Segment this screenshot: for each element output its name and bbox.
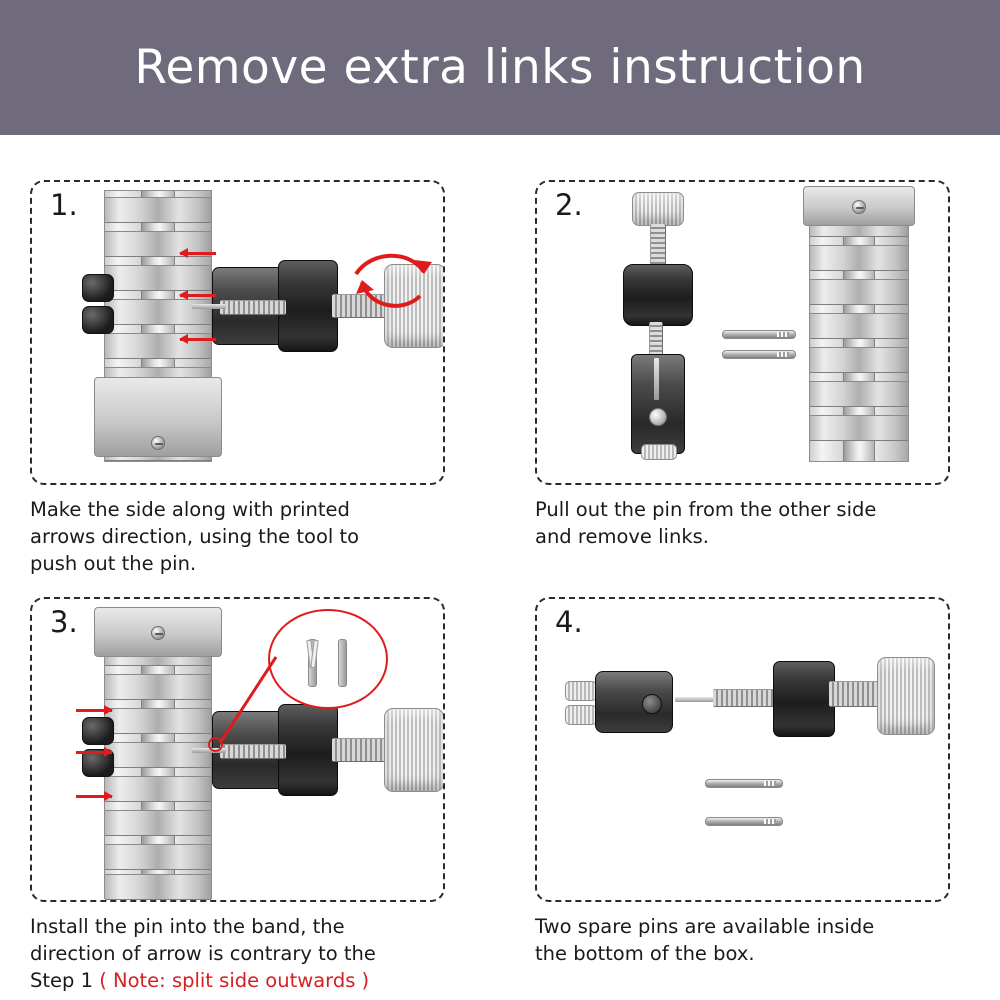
step-2-illustration-panel [535,180,950,485]
illustration-tool-and-spare-pins [537,599,948,900]
watch-band [809,200,909,462]
step-2 [535,180,985,551]
band-link [810,313,908,339]
removed-pin [722,350,796,359]
step-1-number: 1. [50,188,78,222]
caption-line: Pull out the pin from the other side [535,498,877,521]
illustration-band-tool-and-magnifier [32,599,443,900]
tool-side-knob [82,306,114,334]
direction-arrow-icon [76,751,112,754]
direction-arrow-icon [180,252,216,255]
tool-body [773,661,835,737]
step-1-caption [30,497,430,578]
caption-line: direction of arrow is contrary to the [30,941,376,965]
step-3-caption [30,914,430,995]
direction-arrow-icon [76,709,112,712]
step-4 [535,597,985,968]
caption-line: the bottom of the box. [535,941,755,965]
clasp-screw-icon [852,200,866,214]
illustration-tool-vertical-and-band [537,182,948,483]
tool-thumb-knob [384,708,444,792]
band-link [105,776,211,802]
tool-thumb-knob [877,657,935,735]
illustration-band-and-tool [32,182,443,483]
rotate-arrow-icon [344,244,434,334]
tool-screw-head-icon [649,408,667,426]
band-clasp-plate [94,377,222,457]
tool-side-knob [82,717,114,745]
direction-arrow-icon [76,795,112,798]
step-2-caption [535,497,935,551]
band-link [105,810,211,836]
pusher-pin-icon [654,358,659,400]
band-link [105,674,211,700]
step-3-illustration-panel [30,597,445,902]
tool-body [623,264,693,326]
split-pin-detail [308,639,317,687]
band-link [105,708,211,734]
tool-frame [595,671,673,733]
direction-arrow-icon [180,294,216,297]
caption-line: arrows direction, using the tool to [30,524,360,548]
tool-side-knob [565,681,597,701]
tool-base-knob [641,444,677,460]
tool-pin-screw [220,300,286,315]
direction-arrow-icon [180,338,216,341]
watch-band [104,629,212,899]
band-link [105,333,211,359]
step-3-number: 3. [50,605,78,639]
magnifier-leader-line [214,647,294,747]
band-clasp-plate [803,186,915,226]
step-1-illustration-panel [30,180,445,485]
caption-line: Two spare pins are available inside [535,915,875,938]
caption-line: and remove links. [535,524,709,548]
spare-pin [705,779,783,788]
spare-pin [705,817,783,826]
band-link [105,874,211,900]
tool-thumb-knob [632,192,684,226]
step-3 [30,597,480,995]
caption-line-with-note [30,968,430,995]
band-clasp-plate [94,607,222,657]
tool-side-knob [82,274,114,302]
tool-threaded-rod [650,224,666,266]
clasp-screw-icon [151,626,165,640]
band-link [105,299,211,325]
pusher-pin-icon [192,304,226,309]
header-banner [0,0,1000,135]
tool-screw-head-icon [642,694,662,714]
band-link [105,844,211,870]
band-link [810,415,908,441]
band-link [810,381,908,407]
tool-body [278,260,338,352]
caption-line: Step 1 [30,968,100,992]
band-link [105,265,211,291]
band-link [810,245,908,271]
step-2-number: 2. [555,188,583,222]
band-link [810,279,908,305]
clasp-screw-icon [151,436,165,450]
steps-grid [0,135,1000,1000]
tool-pin-screw [713,689,777,707]
pin-detail [338,639,347,687]
step-4-caption [535,914,935,968]
caption-line: Make the side along with printed [30,498,350,521]
band-link [810,347,908,373]
caption-line: push out the pin. [30,551,197,575]
band-link [105,197,211,223]
step-4-number: 4. [555,605,583,639]
caption-note: ( Note: split side outwards ) [99,968,370,992]
tool-side-knob [565,705,597,725]
pusher-pin-icon [675,697,717,702]
step-1 [30,180,480,578]
step-4-illustration-panel [535,597,950,902]
page-title: Remove extra links instruction [134,40,866,95]
removed-pin [722,330,796,339]
caption-line: Install the pin into the band, the [30,915,345,938]
band-link [105,742,211,768]
